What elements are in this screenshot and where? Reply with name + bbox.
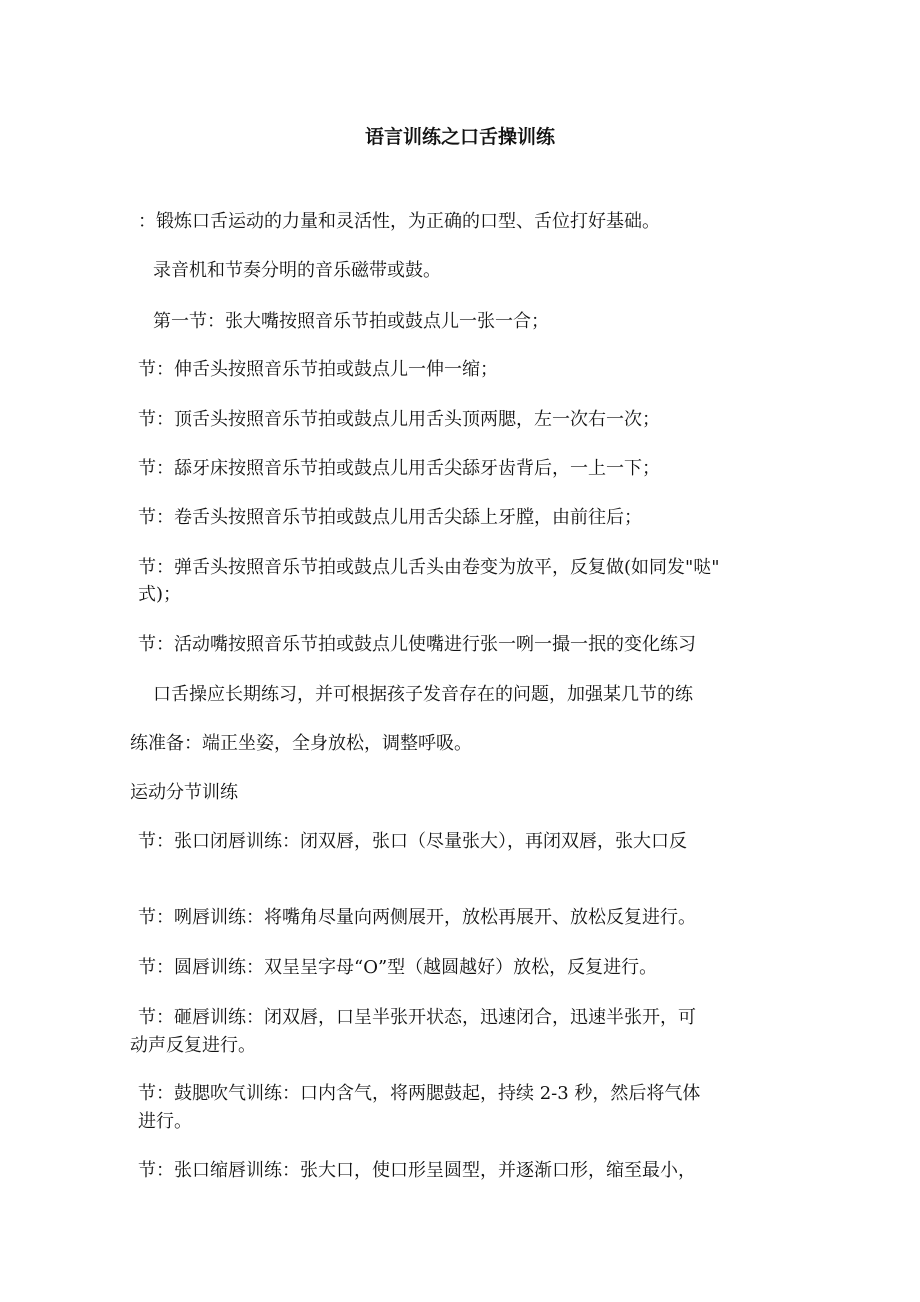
paragraph-line: 节：弹舌头按照音乐节拍或鼓点儿舌头由卷变为放平，反复做(如同发"哒"	[138, 557, 720, 578]
section-heading: 运动分节训练	[130, 782, 238, 803]
paragraph-line: 第一节：张大嘴按照音乐节拍或鼓点儿一张一合；	[153, 311, 549, 332]
document-title: 语言训练之口舌操训练	[364, 126, 555, 148]
paragraph-line: 节：活动嘴按照音乐节拍或鼓点儿使嘴进行张一咧一撮一抿的变化练习	[138, 634, 696, 655]
paragraph-line: 口舌操应长期练习，并可根据孩子发音存在的问题，加强某几节的练	[153, 684, 693, 705]
paragraph-line: 节：张口缩唇训练：张大口，使口形呈圆型，并逐渐口形，缩至最小，	[138, 1160, 696, 1181]
paragraph-line: 节：圆唇训练：双呈呈字母“O”型（越圆越好）放松，反复进行。	[138, 957, 658, 978]
paragraph-line: 动声反复进行。	[130, 1035, 256, 1056]
paragraph-line: 式)；	[138, 584, 182, 605]
paragraph-line: 节：顶舌头按照音乐节拍或鼓点儿用舌头顶两腮，左一次右一次；	[138, 409, 660, 430]
paragraph-line: 进行。	[138, 1111, 192, 1132]
paragraph-line: 录音机和节奏分明的音乐磁带或鼓。	[153, 260, 441, 281]
paragraph-line: 节：张口闭唇训练：闭双唇，张口（尽量张大），再闭双唇，张大口反	[138, 831, 687, 852]
paragraph-line: ：锻炼口舌运动的力量和灵活性，为正确的口型、舌位打好基础。	[138, 211, 660, 232]
paragraph-line: 节：舔牙床按照音乐节拍或鼓点儿用舌尖舔牙齿背后，一上一下；	[138, 458, 660, 479]
paragraph-line: 节：咧唇训练：将嘴角尽量向两侧展开，放松再展开、放松反复进行。	[138, 907, 696, 928]
paragraph-line: 节：鼓腮吹气训练：口内含气，将两腮鼓起，持续 2-3 秒，然后将气体	[138, 1083, 701, 1104]
paragraph-line: 节：砸唇训练：闭双唇，口呈半张开状态，迅速闭合，迅速半张开，可	[138, 1007, 696, 1028]
paragraph-line: 节：卷舌头按照音乐节拍或鼓点儿用舌尖舔上牙膛，由前往后；	[138, 507, 642, 528]
paragraph-line: 节：伸舌头按照音乐节拍或鼓点儿一伸一缩；	[138, 359, 498, 380]
paragraph-line: 练准备：端正坐姿，全身放松，调整呼吸。	[130, 733, 472, 754]
